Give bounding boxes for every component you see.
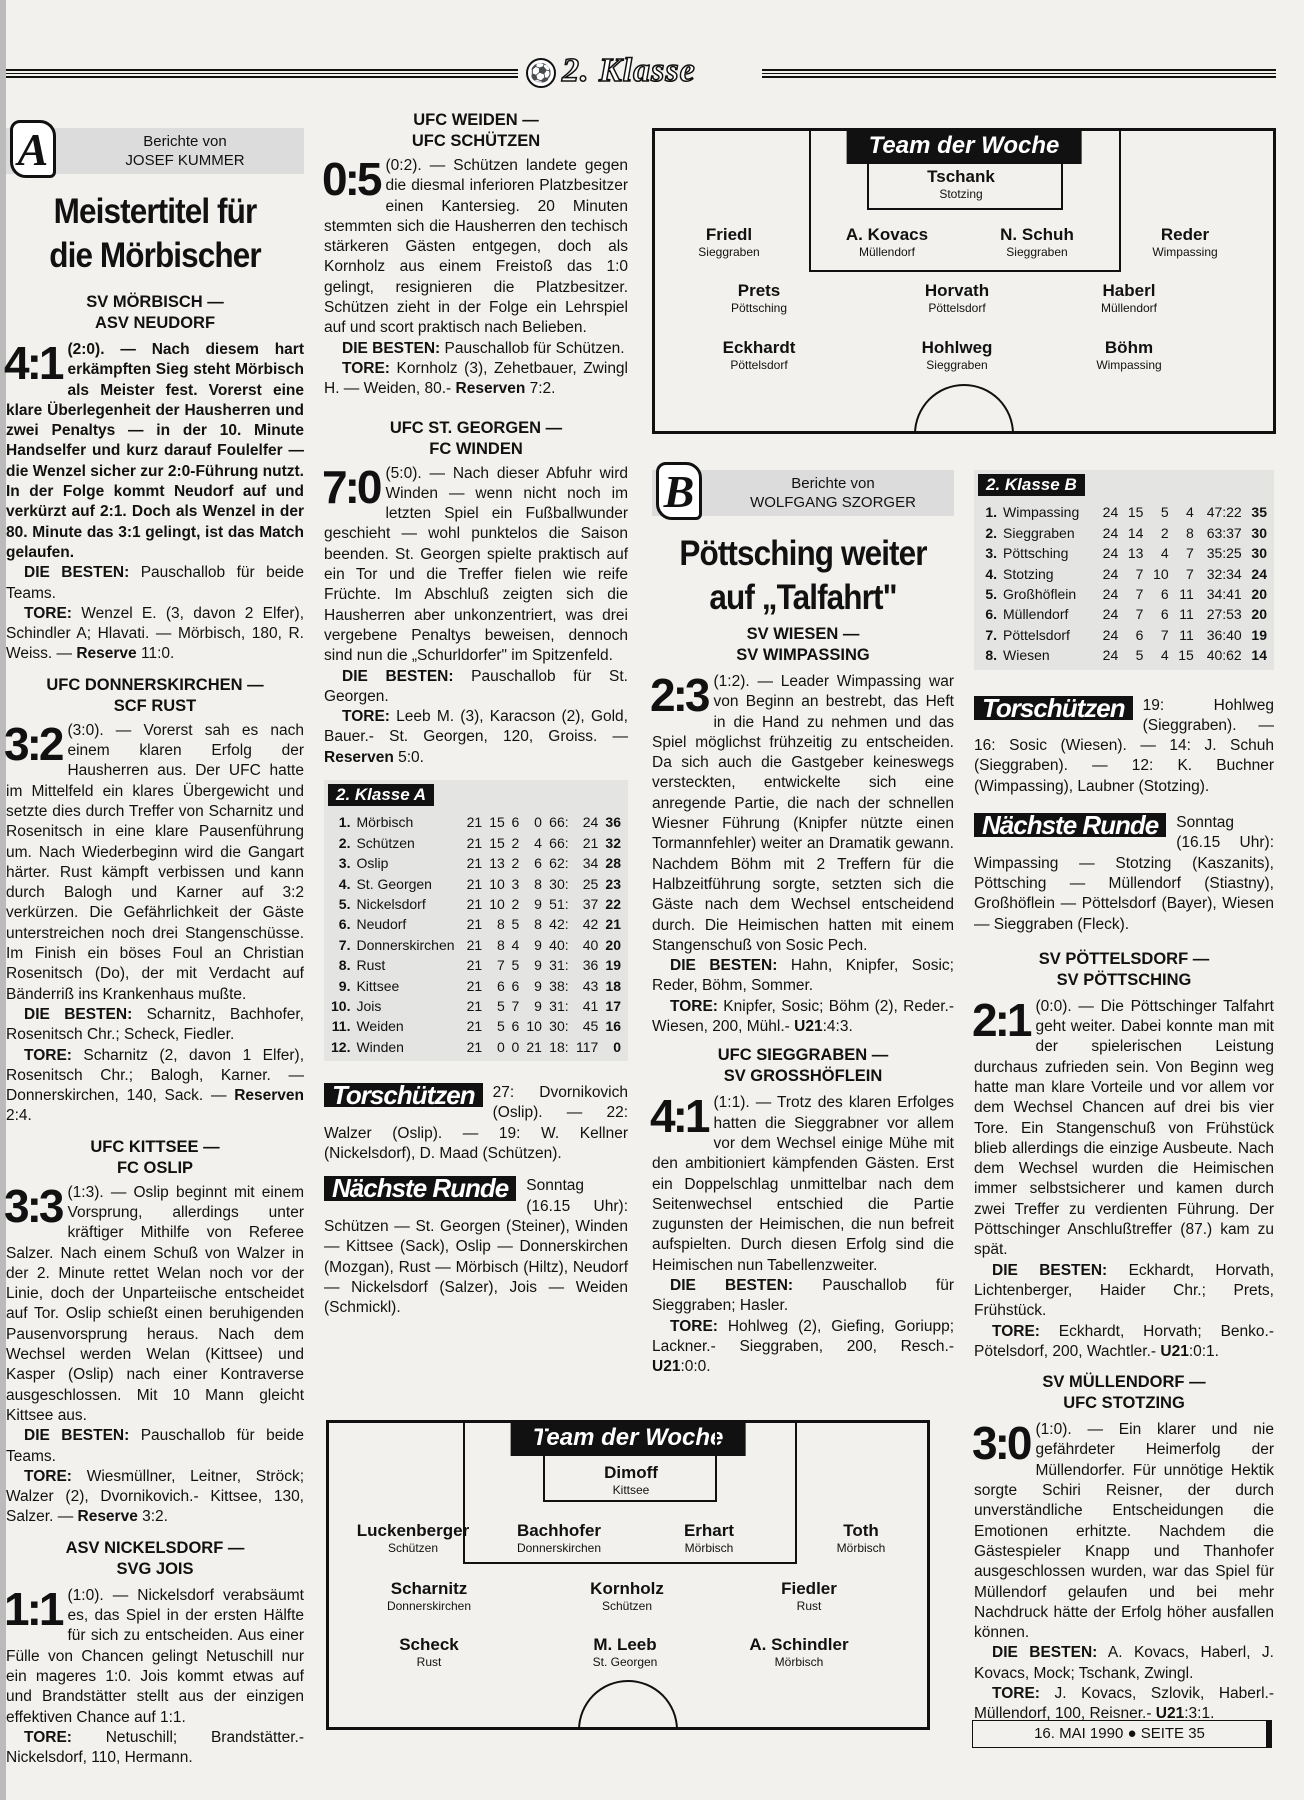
reporter-name: JOSEF KUMMER — [125, 152, 245, 169]
player-entry: M. Leeb St. Georgen — [592, 1635, 658, 1669]
scorers-tag: Torschützen — [974, 696, 1133, 720]
league-table-b — [974, 470, 1274, 670]
player-entry: Horvath Pöttelsdorf — [924, 281, 990, 315]
score: 3:3 — [4, 1179, 62, 1232]
score: 7:0 — [322, 460, 380, 513]
header-rule-right — [762, 69, 1276, 78]
table-row: 7. Pöttelsdorf 24 6 7 11 36:40 19 — [985, 626, 1267, 643]
player-entry: Fiedler Rust — [781, 1579, 837, 1613]
player-entry: A. Schindler Mörbisch — [749, 1635, 849, 1669]
score: 1:1 — [4, 1582, 62, 1635]
match-title: ASV NICKELSDORF — SVG JOIS — [65, 1538, 245, 1578]
match-title: SV WIESEN — SV WIMPASSING — [736, 625, 870, 664]
player-entry: Luckenberger Schützen — [356, 1521, 470, 1555]
score: 0:5 — [322, 153, 380, 205]
table-row: 2. Sieggraben 24 14 2 8 63:37 30 — [985, 524, 1267, 541]
table-row: 1. Mörbisch 21 15 6 0 66: 24 36 — [338, 814, 621, 831]
next-round-tag: Nächste Runde — [324, 1176, 516, 1200]
player-entry: Hohlweg Sieggraben — [921, 338, 993, 372]
letter-badge-b: B — [656, 462, 702, 520]
match-report: 7:0 (5:0). — Nach dieser Abfuhr wird Winden — wenn nicht noch im letzten Spiel ein Fußballwunder geschieht — wohl punktelos die Saison beenden. St. Georgen spielte praktisch auf ein Tor und die Treffer fielen wie reife Früchte. Im Abschluß zeigten sich die Hausherren aber unkonzentriert, was drei vergebene Penaltys beweisen, dennoch sind nun die „Schurldorfer" im Spitzenfeld. — [322, 460, 628, 665]
headline-b: Pöttsching weiter auf „Talfahrt" — [679, 534, 927, 617]
headline-a: Meistertitel für die Mörbischer — [49, 192, 261, 275]
match-report: 4:1 (2:0). — Nach diesem hart erkämpften Sieg steht Mörbisch als Meister fest. Vorerst eine klare Überlegenheit der Hausherren und zwei Penaltys — in der 10. Minute Handselfer und kurz darauf Foulelfer — die Wenzel sicher zur 2:0-Führung nutzt. In der Folge kommt Neudorf auf und verkürzt auf 2:1. Doch als Wenzel in der 80. Minute das 3:1 gelingt, ist das Match gelaufen. — [4, 337, 304, 561]
team-title: Team der Woche — [847, 128, 1082, 164]
match-report: 2:3 (1:2). — Leader Wimpassing war von Beginn an bestrebt, das Heft in die Hand zu nehmen und das Spiel möglichst frühzeitig zu entscheiden. Da sich auch die Gastgeber keineswegs versteckten, entwickelte sich eine anregende Partie, die nach der schnellen Wiesner Führung (Knipfer nützte einen Tormannfehler) weiter an Dramatik gewann. Nachdem Böhm mit 2 Treffern für die Halbzeitführung sorgte, setzten sich die Gäste nach dem Wechsel entscheidend durch. Die Heimischen hatten mit einem Stangenschuß von Sosic Pech. — [650, 669, 954, 954]
match-title: SV PÖTTELSDORF — SV PÖTTSCHING — [1038, 949, 1210, 989]
player-entry: Erhart Mörbisch — [683, 1521, 735, 1555]
player-entry: Kornholz Schützen — [590, 1579, 664, 1613]
table-row: 6. Neudorf 21 8 5 8 42: 42 21 — [338, 916, 621, 933]
table-row: 9. Kittsee 21 6 6 9 38: 43 18 — [338, 977, 621, 994]
team-title: Team der Woche — [511, 1420, 746, 1456]
reporter-label: Berichte von — [143, 133, 227, 150]
match-title: UFC ST. GEORGEN — FC WINDEN — [389, 418, 563, 458]
player-entry: Reder Wimpassing — [1152, 225, 1218, 259]
page-footer: 16. MAI 1990 ● SEITE 35 — [972, 1720, 1272, 1748]
scorers-a: Torschützen 27: Dvornikovich (Oslip). — 22: Walzer (Oslip). — 19: W. Kellner (Nickelsdorf), D. Maad (Schützen). — [324, 1080, 628, 1163]
reporter-box-b — [652, 466, 954, 517]
match-report: 2:1 (0:0). — Die Pöttschinger Talfahrt geht weiter. Dabei konnte man mit der spielerischen Leistung durchaus zufrieden sein. Von Beginn weg hatte man klare Vorteile und vor allem vor dem Wechsel Chancen auf drei bis vier Tore. Ein Stangenschuß von Frühstück blieb allerdings die einzige Ausbeute. Nach dem Wechsel wurden die Heimischen immer selbstsicherer und kamen durch zwei Treffer zu verdienten Führung. Der Pöttschinger Anschlußtreffer (87.) kam zu spät. — [972, 993, 1274, 1259]
match-report: 4:1 (1:1). — Trotz des klaren Erfolges hatten die Sieggrabner vor allem vor dem Wechsel einige Mühe mit den ambitioniert kämpfenden Gästen. Erst ein Doppelschlag unmittelbar nach dem Seitenwechsel entschied die Partie zugunsten der Heimischen, die nun befreit aufspielten. Durch diesen Erfolg sind die Heimischen nun Tabellenzweiter. — [650, 1090, 954, 1274]
player-entry: Böhm Wimpassing — [1096, 338, 1162, 372]
match-title: SV MÜLLENDORF — UFC STOTZING — [1042, 1373, 1206, 1413]
player-entry: Dimoff Kittsee — [604, 1463, 658, 1497]
team-of-week-a — [326, 1420, 930, 1730]
football-icon: ⚽ — [526, 58, 556, 88]
team-of-week-b — [652, 128, 1276, 434]
table-row: 8. Wiesen 24 5 4 15 40:62 14 — [985, 647, 1267, 664]
match-report: 3:0 (1:0). — Ein klarer und nie gefährdeter Heimerfolg der Müllendorfer. Für unnötige Hektik sorgte Schiri Reisner, der durch unverständliche Entscheidungen die Emotionen erhitzte. Nachdem die Gästespieler Knapp und Thanhofer ausgeschlossen wurden, war das Spiel für Müllendorf gelaufen und bei mehr Nachdruck hätte der Erfolg höher ausfallen können. — [972, 1417, 1274, 1642]
match-report: 3:2 (3:0). — Vorerst sah es nach einem klaren Erfolg der Hausherren aus. Der UFC hatte im Mittelfeld ein klares Übergewicht und setzte dies durch Treffer von Scharnitz und Rosenitsch in eine klare Pausenführung um. Nach Wiederbeginn wird die Gangart härter. Rust kämpft verbissen und kann durch Balogh und Karner auf 3:2 verkürzen. Die Gefährlichkeit der Gäste unterstreichen noch drei Stangenschüsse. Im Finish ein böses Foul an Christian Rosenitsch (Do), der mit Verdacht auf Bänderriß ins Krankenhaus mußte. — [4, 717, 304, 1003]
player-entry: N. Schuh Sieggraben — [1000, 225, 1074, 259]
league-table-a — [324, 780, 628, 1061]
letter-badge-a: A — [10, 120, 56, 178]
table-label: 2. Klasse A — [328, 784, 434, 806]
score: 3:2 — [4, 717, 62, 770]
table-row: 11. Weiden 21 5 6 10 30: 45 16 — [331, 1018, 621, 1035]
score: 2:1 — [972, 993, 1030, 1046]
next-round-b: Nächste Runde Sonntag (16.15 Uhr): Wimpassing — Stotzing (Kaszanits), Pöttsching — Müllendorf (Stiastny), Großhöflein — Pöttelsdorf (Bayer), Wiesen — Sieggraben (Fleck). — [974, 810, 1274, 933]
scorers-tag: Torschützen — [324, 1083, 483, 1107]
player-entry: Bachhofer Donnerskirchen — [516, 1521, 602, 1555]
column-a-right: UFC WEIDEN — UFC SCHÜTZEN 0:5 (0:2). — Schützen landete gegen die diesmal inferioren Platzbesitzer einen Kantersieg. 20 Minuten stemmten sich die Hausherren den techisch stärkeren Gästen entgegen, doch als Kornholz aus einem Freistoß das 1:0 gelingt, resignieren die Platzbesitzer. Schützen zieht in der Folge ein Lehrspiel auf und scort praktisch nach Belieben. DIE BESTEN: Pauschallob für Schützen. TORE: Kornholz (3), Zehetbauer, Zwingl H. — Weiden, 80.- Reserven 7:2. UFC ST. GEORGEN — FC WINDEN 7:0 (5:0). — Nach dieser Abfuhr wird Winden — wenn nicht noch im letzten Spiel ein Fußballwunder geschieht — wohl punktelos die Saison beenden. St. Georgen spielte praktisch auf ein Tor und die Treffer fielen wie reife Früchte. Im Abschluß zeigten sich die Hausherren aber unkonzentriert, was drei vergebene Penaltys beweisen, dennoch sind nun die „Schurldorfer" im Spitzenfeld. DIE BESTEN: Pauschallob für St. Georgen. TORE: Leeb M. (3), Karacson (2), Gold, Bauer.- St. Georgen, 120, Groiss. — Reserven 5:0. 2. Klasse A 1. Mörbisch 21 15 6 0 66: 24 36 2. Schützen 21 15 2 4 66: 21 32 3. Oslip 21 13 2 6 62: 34 28 4. St. Georgen 21 10 3 8 30: 25 23 5. Nickelsdorf 21 10 2 9 51: 37 22 6. Neudorf 21 8 5 8 42: 42 21 7. Donnerskirchen 21 8 4 9 40: 40 20 8. Rust 21 7 5 9 31: 36 19 9. Kittsee 21 6 6 9 38: 43 18 10. Jois 21 5 7 9 31: 41 17 11. Weiden 21 5 6 10 30: 45 16 12. Winden 21 0 0 21 18: 117 0 Torschützen 27: Dvornikovich (Oslip). — 22: Walzer (Oslip). — 19: W. Kellner (Nickelsdorf), D. Maad (Schützen). Nächste Runde Sonntag (16.15 Uhr): Schützen — St. Georgen (Steiner), Winden — Kittsee (Sack), Oslip — Donnerskirchen (Mozgan), Rust — Mörbisch (Hiltz), Neudorf — Nickelsdorf (Salzer), Jois — Weiden (Schmickl). — [324, 110, 628, 1318]
section-title: 2. Klasse — [562, 52, 696, 89]
table-row: 3. Pöttsching 24 13 4 7 35:25 30 — [985, 545, 1267, 562]
player-entry: A. Kovacs Müllendorf — [845, 225, 929, 259]
table-row: 5. Großhöflein 24 7 6 11 34:41 20 — [985, 585, 1267, 602]
column-b-left: B Berichte von WOLFGANG SZORGER Pöttsching weiter auf „Talfahrt" SV WIESEN — SV WIMPASSING 2:3 (1:2). — Leader Wimpassing war von Beginn an bestrebt, das Heft in die Hand zu nehmen und das Spiel möglichst frühzeitig zu entscheiden. Da sich auch die Gastgeber keineswegs versteckten, entwickelte sich eine anregende Partie, die nach der schnellen Wiesner Führung (Knipfer nützte einen Tormannfehler) weiter an Dramatik gewann. Nachdem Böhm mit 2 Treffern für die Halbzeitführung sorgte, setzten sich die Gäste nach dem Wechsel entscheidend durch. Die Heimischen hatten mit einem Stangenschuß von Sosic Pech. DIE BESTEN: Hahn, Knipfer, Sosic; Reder, Böhm, Sommer. TORE: Knipfer, Sosic; Böhm (2), Reder.- Wiesen, 200, Mühl.- U21:4:3. UFC SIEGGRABEN — SV GROSSHÖFLEIN 4:1 (1:1). — Trotz des klaren Erfolges hatten die Sieggrabner vor allem vor dem Wechsel einige Mühe mit den ambitioniert kämpfenden Gästen. Erst ein Doppelschlag unmittelbar nach dem Seitenwechsel entschied die Partie zugunsten der Heimischen, die nun befreit aufspielten. Durch diesen Erfolg sind die Heimischen nun Tabellenzweiter. DIE BESTEN: Pauschallob für Sieggraben; Hasler. TORE: Hohlweg (2), Giefing, Goriupp; Lackner.- Sieggraben, 200, Resch.- U21:0:0. — [652, 470, 954, 1378]
player-entry: Scharnitz Donnerskirchen — [386, 1579, 472, 1613]
match-title: UFC SIEGGRABEN — SV GROSSHÖFLEIN — [717, 1046, 889, 1086]
score: 4:1 — [650, 1090, 708, 1143]
reporter-box-a — [6, 124, 304, 175]
table-row: 8. Rust 21 7 5 9 31: 36 19 — [338, 957, 621, 974]
player-entry: Tschank Stotzing — [927, 167, 995, 201]
next-round-tag: Nächste Runde — [974, 813, 1166, 837]
match-title: UFC WEIDEN — UFC SCHÜTZEN — [411, 111, 541, 150]
table-row: 3. Oslip 21 13 2 6 62: 34 28 — [338, 855, 621, 872]
match-title: SV MÖRBISCH — ASV NEUDORF — [86, 293, 224, 332]
table-row: 12. Winden 21 0 0 21 18: 117 0 — [331, 1038, 621, 1055]
player-entry: Friedl Sieggraben — [698, 225, 760, 259]
match-title: UFC DONNERSKIRCHEN — SCF RUST — [46, 675, 264, 715]
table-row: 4. Stotzing 24 7 10 7 32:34 24 — [985, 565, 1267, 582]
score: 4:1 — [4, 337, 62, 389]
table-row: 10. Jois 21 5 7 9 31: 41 17 — [331, 997, 621, 1014]
player-entry: Haberl Müllendorf — [1100, 281, 1158, 315]
column-a-left: A Berichte von JOSEF KUMMER Meistertitel für die Mörbischer SV MÖRBISCH — ASV NEUDORF 4:1 (2:0). — Nach diesem hart erkämpften Sieg steht Mörbisch als Meister fest. Vorerst eine klare Überlegenheit der Hausherren und zwei Penaltys — in der 10. Minute Handselfer und kurz darauf Foulelfer — die Wenzel sicher zur 2:0-Führung nutzt. In der Folge kommt Neudorf auf und verkürzt auf 2:1. Doch als Wenzel in der 80. Minute das 3:1 gelingt, ist das Match gelaufen. DIE BESTEN: Pauschallob für beide Teams. TORE: Wenzel E. (3, davon 2 Elfer), Schindler A; Hlavati. — Mörbisch, 180, R. Weiss. — Reserve 11:0. UFC DONNERSKIRCHEN — SCF RUST 3:2 (3:0). — Vorerst sah es nach einem klaren Erfolg der Hausherren aus. Der UFC hatte im Mittelfeld ein klares Übergewicht und setzte dies durch Treffer von Scharnitz und Rosenitsch in eine klare Pausenführung um. Nach Wiederbeginn wird die Gangart härter. Rust kämpft verbissen und kann durch Balogh und Karner auf 3:2 verkürzen. Die Gefährlichkeit der Gäste unterstreichen noch drei Stangenschüsse. Im Finish ein böses Foul an Christian Rosenitsch (Do), der mit Verdacht auf Bänderriß ins Krankenhaus mußte. DIE BESTEN: Scharnitz, Bachhofer, Rosenitsch Chr.; Scheck, Fiedler. TORE: Scharnitz (2, davon 1 Elfer), Rosenitsch Chr.; Balogh, Karner. — Donnerskirchen, 140, Sack. — Reserven 2:4. UFC KITTSEE — FC OSLIP 3:3 (1:3). — Oslip beginnt mit einem Vorsprung, allerdings unter kräftiger Mithilfe von Referee Salzer. Nach einem Schuß von Walzer in der 2. Minute rettet Welan noch vor der Linie, doch der Unparteiische entscheidet auf Tor. Oslip schießt einen beruhigenden Pausenvorsprung heraus. Nach dem Wechsel werden Welan (Kittsee) und Kasper (Oslip) nach einer Kontraverse ausgeschlossen. Mit 10 Mann gleicht Kittsee aus. DIE BESTEN: Pauschallob für beide Teams. TORE: Wiesmüllner, Leitner, Ströck; Walzer (2), Dvornikovich.- Kittsee, 130, Salzer. — Reserve 3:2. ASV NICKELSDORF — SVG JOIS 1:1 (1:0). — Nickelsdorf verabsäumt es, das Spiel in der ersten Hälfte für sich zu entscheiden. Aus einer Fülle von Chancen gelingt Netuschill nur ein mageres 1:0. Jois kommt etwas auf und Brandstätter stellt aus der einzigen effektiven Chance auf 1:1. TORE: Netuschill; Brandstätter.- Nickelsdorf, 110, Hermann. — [6, 128, 304, 1768]
table-row: 5. Nickelsdorf 21 10 2 9 51: 37 22 — [338, 895, 621, 912]
player-entry: Toth Mörbisch — [836, 1521, 886, 1555]
table-row: 7. Donnerskirchen 21 8 4 9 40: 40 20 — [338, 936, 621, 953]
match-report: 0:5 (0:2). — Schützen landete gegen die diesmal inferioren Platzbesitzer einen Kantersieg. 20 Minuten stemmten sich die Hausherren den techisch stärkeren Gästen entgegen, doch als Kornholz aus einem Freistoß das 1:0 gelingt, resignieren die Platzbesitzer. Schützen zieht in der Folge ein Lehrspiel auf und scort praktisch nach Belieben. — [322, 153, 628, 337]
section-header — [0, 52, 1276, 89]
match-title: UFC KITTSEE — FC OSLIP — [90, 1137, 220, 1177]
match-report: 1:1 (1:0). — Nickelsdorf verabsäumt es, das Spiel in der ersten Hälfte für sich zu entscheiden. Aus einer Fülle von Chancen gelingt Netuschill nur ein mageres 1:0. Jois kommt etwas auf und Brandstätter stellt aus der einzigen effektiven Chance auf 1:1. — [4, 1582, 304, 1726]
player-entry: Eckhardt Pöttelsdorf — [722, 338, 796, 372]
score: 3:0 — [972, 1417, 1030, 1470]
scorers-b: Torschützen 19: Hohlweg (Sieggraben). — 16: Sosic (Wiesen). — 14: J. Schuh (Sieggraben). — 12: K. Buchner (Wimpassing), Laubner (Stotzing). — [974, 692, 1274, 795]
match-report: 3:3 (1:3). — Oslip beginnt mit einem Vorsprung, allerdings unter kräftiger Mithilfe von Referee Salzer. Nach einem Schuß von Walzer in der 2. Minute rettet Welan noch vor der Linie, doch der Unparteiische entscheidet auf Tor. Oslip schießt einen beruhigenden Pausenvorsprung heraus. Nach dem Wechsel werden Welan (Kittsee) und Kasper (Oslip) nach einer Kontraverse ausgeschlossen. Mit 10 Mann gleicht Kittsee aus. — [4, 1179, 304, 1424]
player-entry: Prets Pöttsching — [730, 281, 788, 315]
table-row: 2. Schützen 21 15 2 4 66: 21 32 — [338, 834, 621, 851]
player-entry: Scheck Rust — [399, 1635, 459, 1669]
header-rule-left — [6, 69, 518, 78]
column-b-right: 2. Klasse B 1. Wimpassing 24 15 5 4 47:22 35 2. Sieggraben 24 14 2 8 63:37 30 3. Pöttsching 24 13 4 7 35:25 30 4. Stotzing 24 7 10 7 32:34 24 5. Großhöflein 24 7 6 11 34:41 20 6. Müllendorf 24 7 6 11 27:53 20 7. Pöttelsdorf 24 6 7 11 36:40 19 8. Wiesen 24 5 4 15 40:62 14 Torschützen 19: Hohlweg (Sieggraben). — 16: Sosic (Wiesen). — 14: J. Schuh (Sieggraben). — 12: K. Buchner (Wimpassing), Laubner (Stotzing). Nächste Runde Sonntag (16.15 Uhr): Wimpassing — Stotzing (Kaszanits), Pöttsching — Müllendorf (Stiastny), Großhöflein — Pöttelsdorf (Bayer), Wiesen — Sieggraben (Fleck). SV PÖTTELSDORF — SV PÖTTSCHING 2:1 (0:0). — Die Pöttschinger Talfahrt geht weiter. Dabei konnte man mit der spielerischen Leistung durchaus zufrieden sein. Von Beginn weg hatte man klare Vorteile und vor allem vor dem Wechsel Chancen auf drei bis vier Tore. Ein Stangenschuß von Frühstück blieb allerdings die einzige Ausbeute. Nach dem Wechsel wurden die Heimischen immer selbstsicherer und kamen durch zwei Treffer zu verdienten Führung. Der Pöttschinger Anschlußtreffer (87.) kam zu spät. DIE BESTEN: Eckhardt, Horvath, Lichtenberger, Haider Chr.; Prets, Frühstück. TORE: Eckhardt, Horvath; Benko.- Pötelsdorf, 200, Wachtler.- U21:0:1. SV MÜLLENDORF — UFC STOTZING 3:0 (1:0). — Ein klarer und nie gefährdeter Heimerfolg der Müllendorfer. Für unnötige Hektik sorgte Schiri Reisner, der durch unverständliche Entscheidungen die Emotionen erhitzte. Nachdem die Gästespieler Knapp und Thanhofer ausgeschlossen wurden, war das Spiel für Müllendorf gelaufen und bei mehr Nachdruck hätte der Erfolg höher ausfallen können. DIE BESTEN: A. Kovacs, Haberl, J. Kovacs, Mock; Tschank, Zwingl. TORE: J. Kovacs, Szlovik, Haberl.- Müllendorf, 100, Reisner.- U21:3:1. — [974, 470, 1274, 1725]
score: 2:3 — [650, 669, 708, 721]
table-row: 6. Müllendorf 24 7 6 11 27:53 20 — [985, 606, 1267, 623]
reporter-name: WOLFGANG SZORGER — [750, 494, 916, 511]
table-row: 1. Wimpassing 24 15 5 4 47:22 35 — [985, 504, 1267, 521]
table-row: 4. St. Georgen 21 10 3 8 30: 25 23 — [338, 875, 621, 892]
reporter-label: Berichte von — [791, 475, 875, 492]
next-round-a: Nächste Runde Sonntag (16.15 Uhr): Schützen — St. Georgen (Steiner), Winden — Kittsee (Sack), Oslip — Donnerskirchen (Mozgan), Rust — Mörbisch (Hiltz), Neudorf — Nickelsdorf (Salzer), Jois — Weiden (Schmickl). — [324, 1173, 628, 1317]
table-label: 2. Klasse B — [978, 474, 1085, 496]
